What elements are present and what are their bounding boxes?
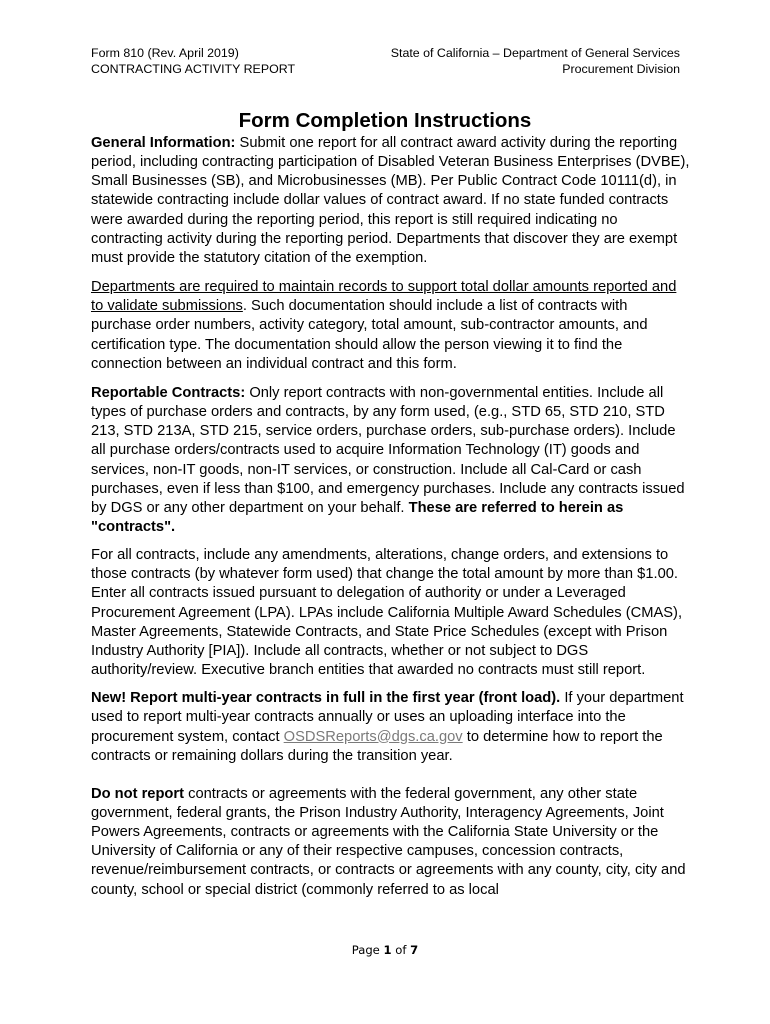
header-left xyxy=(91,45,295,77)
general-information-paragraph xyxy=(91,134,691,268)
multi-year-label: New! Report multi-year contracts in full in the first year (front load). xyxy=(91,690,561,707)
page-total: 7 xyxy=(410,943,419,957)
reportable-contracts-text: Only report contracts with non-governmental entities. Include all types of purchase orders and contracts, by any form used, (e.g., STD 65, STD 210, STD 213, STD 213A, STD 215, service orders, purchase orders, sub-purchase orders). Include all purchase orders/contracts used to acquire Information Technology (IT) goods and services, non-IT goods, non-IT services, or construction. Include all Cal-Card or cash purchases, even if less than $100, and emergency purchases. Include any contracts issued by DGS or any other department on your behalf. xyxy=(91,384,685,516)
do-not-report-text: contracts or agreements with the federal government, any other state government, federal grants, the Prison Industry Authority, Interagency Agreements, Joint Powers Agreements, contracts or agreements with the California State University or the University of California or any of their respective campuses, concession contracts, revenue/reimbursement contracts, or contracts or agreements with any county, city, city and county, school or special district (commonly referred to as local xyxy=(91,785,686,898)
amendments-paragraph: For all contracts, include any amendments, alterations, change orders, and extensions to those contracts (by whatever form used) that change the total amount by more than $1.00. Enter all contracts issued pursuant to delegation of authority or under a Leveraged Procurement Agreement (LPA). LPAs include California Multiple Award Schedules (CMAS), Master Agreements, Statewide Contracts, and State Price Schedules (except with Prison Industry Authority [PIA]). Include all contracts, whether or not subject to DGS authority/review. Executive branch entities that awarded no contracts must still report. xyxy=(91,547,683,679)
report-name: CONTRACTING ACTIVITY REPORT xyxy=(91,62,296,76)
page-word: Page xyxy=(351,943,380,957)
records-paragraph xyxy=(91,278,691,374)
reportable-contracts-bold-tail: These are referred to herein as "contracts". xyxy=(91,499,624,535)
form-id: Form 810 (Rev. April 2019) xyxy=(91,46,239,60)
general-information-text: Submit one report for all contract award activity during the reporting period, including contracting participation of Disabled Veteran Business Enterprises (DVBE), Small Businesses (SB), and Microbusinesses (MB). Per Public Contract Code 10111(d), in statewide contracting include dollar values of contract award. If no state funded contracts were awarded during the reporting period, this report is still required indicating no contracting activity during the reporting period. Departments that discover they are exempt must provide the statutory citation of the exemption. xyxy=(91,135,690,266)
division-name: Procurement Division xyxy=(562,62,680,76)
records-text: . Such documentation should include a list of contracts with purchase order numbers, activity category, total amount, sub-contractor amounts, and certification type. The documentation should allow the person viewing it to find the connection between an individual contract and this form. xyxy=(91,298,648,372)
page-title: Form Completion Instructions xyxy=(238,109,532,132)
multi-year-text-after: to determine how to report the contracts or remaining dollars during the transition year. xyxy=(91,728,663,764)
reportable-contracts-label: Reportable Contracts: xyxy=(91,384,246,401)
header-right xyxy=(391,45,680,77)
page-current: 1 xyxy=(383,943,392,957)
records-underlined-text: Departments are required to maintain records to support total dollar amounts reported and to validate submissions xyxy=(91,279,677,315)
multi-year-text-before: If your department used to report multi-year contracts annually or uses an uploading interface into the procurement system, contact xyxy=(91,690,684,745)
do-not-report-label: Do not report xyxy=(91,785,185,802)
page-footer xyxy=(0,943,770,957)
general-information-label: General Information: xyxy=(91,135,236,151)
do-not-report-paragraph xyxy=(91,785,691,900)
of-word: of xyxy=(395,943,407,957)
reportable-contracts-paragraph xyxy=(91,384,691,537)
agency-name: State of California – Department of General Services xyxy=(390,46,680,60)
instructions-body xyxy=(91,134,691,900)
email-link[interactable]: OSDSReports@dgs.ca.gov xyxy=(283,728,463,745)
multi-year-paragraph xyxy=(91,689,691,766)
